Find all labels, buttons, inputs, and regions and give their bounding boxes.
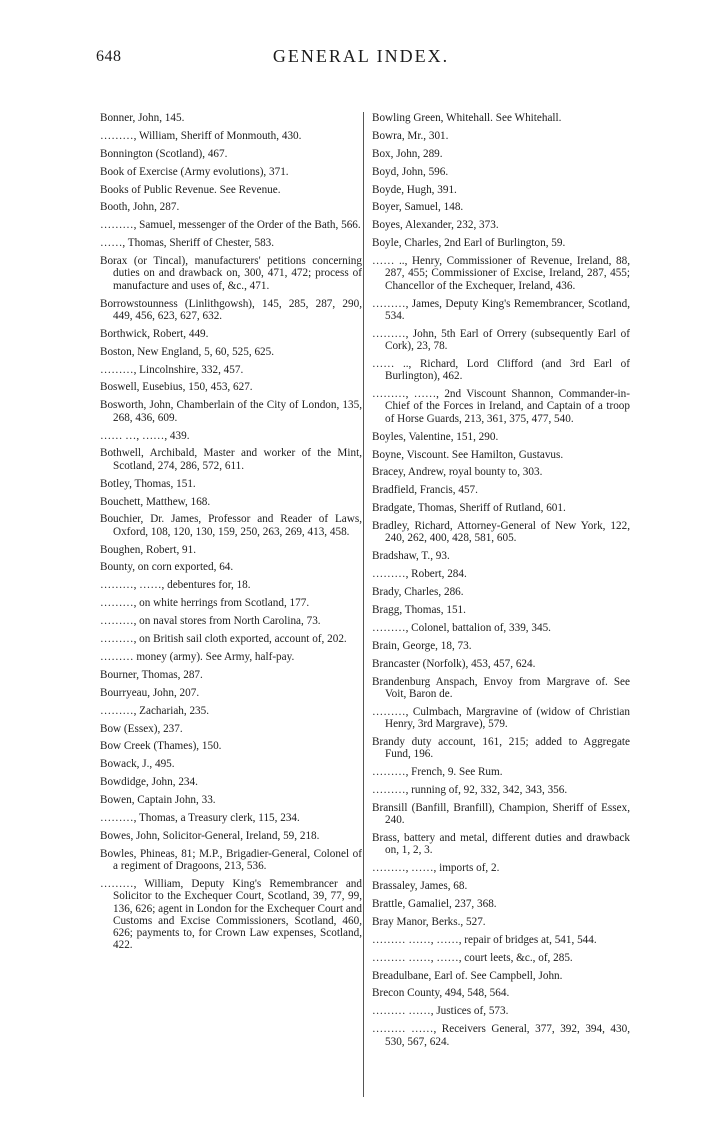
index-entry: Boston, New England, 5, 60, 525, 625. — [100, 345, 275, 358]
index-entry: ………, Culmbach, Margravine of (widow of Christian Henry, 3rd Margrave), 579. — [372, 705, 630, 731]
index-entry: Bowdidge, John, 234. — [100, 776, 198, 789]
index-entry: ………, Colonel, battalion of, 339, 345. — [372, 621, 551, 634]
index-entry: Bradley, Richard, Attorney-General of New York, 122, 240, 262, 400, 428, 581, 605. — [372, 520, 630, 545]
index-entry: Bowling Green, Whitehall. See Whitehall. — [372, 112, 562, 124]
column-divider — [363, 112, 364, 1097]
index-entry: …… .., Richard, Lord Clifford (and 3rd Earl of Burlington), 462. — [372, 357, 630, 383]
index-entry: Bowen, Captain John, 33. — [100, 794, 216, 807]
index-entry: ………, William, Deputy King's Remembrancer and Solicitor to the Exchequer Court, Scotland, 39, 77, 99, 136, 626; agent in London for the Exchequer Court and Customs and Excise Commissioners, Scotland, 460, 626; payments to, for Crown Law expenses, Scotland, 422. — [100, 877, 362, 952]
page-number: 648 — [96, 48, 122, 65]
index-entry: ……… ……, Receivers General, 377, 392, 394, 430, 530, 567, 624. — [372, 1023, 630, 1048]
index-entry: ………, William, Sheriff of Monmouth, 430. — [100, 129, 302, 142]
index-entry: Bow Creek (Thames), 150. — [100, 740, 222, 753]
index-entry: Bragg, Thomas, 151. — [372, 603, 466, 616]
index-entry: Bow (Essex), 237. — [100, 722, 183, 735]
index-entry: Bounty, on corn exported, 64. — [100, 561, 234, 574]
index-entry: Brandy duty account, 161, 215; added to Aggregate Fund, 196. — [372, 735, 630, 761]
index-entry: Brecon County, 494, 548, 564. — [372, 987, 510, 1000]
index-entry: Bradshaw, T., 93. — [372, 550, 450, 563]
index-entry: ………, Zachariah, 235. — [100, 704, 210, 717]
index-entry: ……… ……, ……, court leets, &c., of, 285. — [372, 951, 573, 964]
index-column-right — [372, 112, 630, 1048]
index-entry: Boyde, Hugh, 391. — [372, 183, 457, 196]
index-entry: …… .., Henry, Commissioner of Revenue, Ireland, 88, 287, 455; Commissioner of Excise, Ireland, 287, 455; Chancellor of the Exchequer, Ireland, 436. — [372, 255, 630, 292]
index-entry: Book of Exercise (Army evolutions), 371. — [100, 165, 289, 178]
index-entry: Brancaster (Norfolk), 453, 457, 624. — [372, 657, 536, 670]
index-entry: Bradfield, Francis, 457. — [372, 484, 478, 497]
index-entry: Borthwick, Robert, 449. — [100, 327, 209, 340]
index-entry: Bowack, J., 495. — [100, 758, 175, 771]
index-entry: ………, ……, debentures for, 18. — [100, 579, 251, 592]
index-entry: Botley, Thomas, 151. — [100, 477, 196, 490]
index-entry: Boswell, Eusebius, 150, 453, 627. — [100, 381, 253, 394]
index-entry: Brassaley, James, 68. — [372, 880, 468, 893]
index-entry: Brass, battery and metal, different duties and drawback on, 1, 2, 3. — [372, 832, 630, 857]
index-entry: ………, running of, 92, 332, 342, 343, 356. — [372, 783, 568, 796]
index-entry: Bransill (Banfill, Branfill), Champion, Sheriff of Essex, 240. — [372, 801, 630, 827]
index-entry: Bray Manor, Berks., 527. — [372, 915, 486, 928]
index-entry: Bonnington (Scotland), 467. — [100, 147, 228, 160]
index-entry: ………, James, Deputy King's Remembrancer, Scotland, 534. — [372, 297, 630, 322]
running-head: GENERAL INDEX. — [272, 46, 450, 66]
index-entry: Bowra, Mr., 301. — [372, 129, 449, 142]
index-entry: …… …, ……, 439. — [100, 429, 190, 442]
index-entry: ……, Thomas, Sheriff of Chester, 583. — [100, 237, 275, 250]
index-entry: Boyes, Alexander, 232, 373. — [372, 219, 499, 232]
index-entry: Bradgate, Thomas, Sheriff of Rutland, 601. — [372, 502, 566, 515]
index-entry: Boyles, Valentine, 151, 290. — [372, 430, 499, 443]
index-entry: Bouchier, Dr. James, Professor and Reader of Laws, Oxford, 108, 120, 130, 159, 250, 263, 269, 413, 458. — [100, 513, 362, 538]
index-entry: ………, on white herrings from Scotland, 177. — [100, 597, 310, 610]
index-entry: ………, Samuel, messenger of the Order of the Bath, 566. — [100, 219, 361, 232]
index-entry: ………, Lincolnshire, 332, 457. — [100, 363, 244, 376]
index-entry: Bourner, Thomas, 287. — [100, 668, 203, 681]
index-entry: ……… ……, ……, repair of bridges at, 541, 544. — [372, 933, 597, 946]
index-entry: ………, Robert, 284. — [372, 568, 467, 581]
index-entry: ………, ……, imports of, 2. — [372, 862, 500, 875]
index-entry: Box, John, 289. — [372, 147, 443, 160]
index-entry: Brattle, Gamaliel, 237, 368. — [372, 898, 497, 911]
index-entry: Boyer, Samuel, 148. — [372, 201, 464, 214]
index-entry: Boughen, Robert, 91. — [100, 543, 197, 556]
index-entry: ………, ……, 2nd Viscount Shannon, Commander-in-Chief of the Forces in Ireland, and Captain of a troop of Horse Guards, 213, 361, 375, 477, 540. — [372, 388, 630, 425]
index-entry: Bourryeau, John, 207. — [100, 686, 200, 699]
index-entry: Bosworth, John, Chamberlain of the City of London, 135, 268, 436, 609. — [100, 399, 362, 424]
index-entry: Brain, George, 18, 73. — [372, 639, 472, 652]
index-entry: ………, on naval stores from North Carolina, 73. — [100, 615, 321, 628]
index-entry: ……… ……, Justices of, 573. — [372, 1005, 509, 1018]
index-entry: ………, Thomas, a Treasury clerk, 115, 234. — [100, 811, 300, 824]
index-entry: Brady, Charles, 286. — [372, 586, 464, 599]
index-entry: Brandenburg Anspach, Envoy from Margrave of. See Voit, Baron de. — [372, 675, 630, 700]
index-entry: Borrowstounness (Linlithgowsh), 145, 285, 287, 290, 449, 456, 623, 627, 632. — [100, 297, 362, 322]
index-entry: Bonner, John, 145. — [100, 112, 185, 124]
index-entry: Boyle, Charles, 2nd Earl of Burlington, 59. — [372, 237, 566, 250]
index-entry: Bowes, John, Solicitor-General, Ireland, 59, 218. — [100, 829, 320, 842]
index-entry: Bowles, Phineas, 81; M.P., Brigadier-General, Colonel of a regiment of Dragoons, 213, 536. — [100, 847, 362, 873]
index-entry: Breadulbane, Earl of. See Campbell, John. — [372, 969, 563, 982]
index-entry: Books of Public Revenue. See Revenue. — [100, 183, 281, 196]
index-entry: Booth, John, 287. — [100, 201, 180, 214]
index-entry: Boyd, John, 596. — [372, 165, 449, 178]
index-entry: Bouchett, Matthew, 168. — [100, 495, 211, 508]
index-entry: Bothwell, Archibald, Master and worker of the Mint, Scotland, 274, 286, 572, 611. — [100, 447, 362, 472]
index-entry: ………, French, 9. See Rum. — [372, 766, 503, 779]
index-entry: ……… money (army). See Army, half-pay. — [100, 650, 295, 663]
index-entry: Boyne, Viscount. See Hamilton, Gustavus. — [372, 448, 564, 461]
index-entry: ………, John, 5th Earl of Orrery (subsequently Earl of Cork), 23, 78. — [372, 327, 630, 353]
index-column-left — [100, 112, 362, 952]
index-entry: ………, on British sail cloth exported, account of, 202. — [100, 633, 347, 646]
index-entry: Bracey, Andrew, royal bounty to, 303. — [372, 466, 543, 479]
index-entry: Borax (or Tincal), manufacturers' petitions concerning duties on and drawback on, 300, 471, 472; process of manufacture and uses of, &c., 471. — [100, 255, 362, 292]
